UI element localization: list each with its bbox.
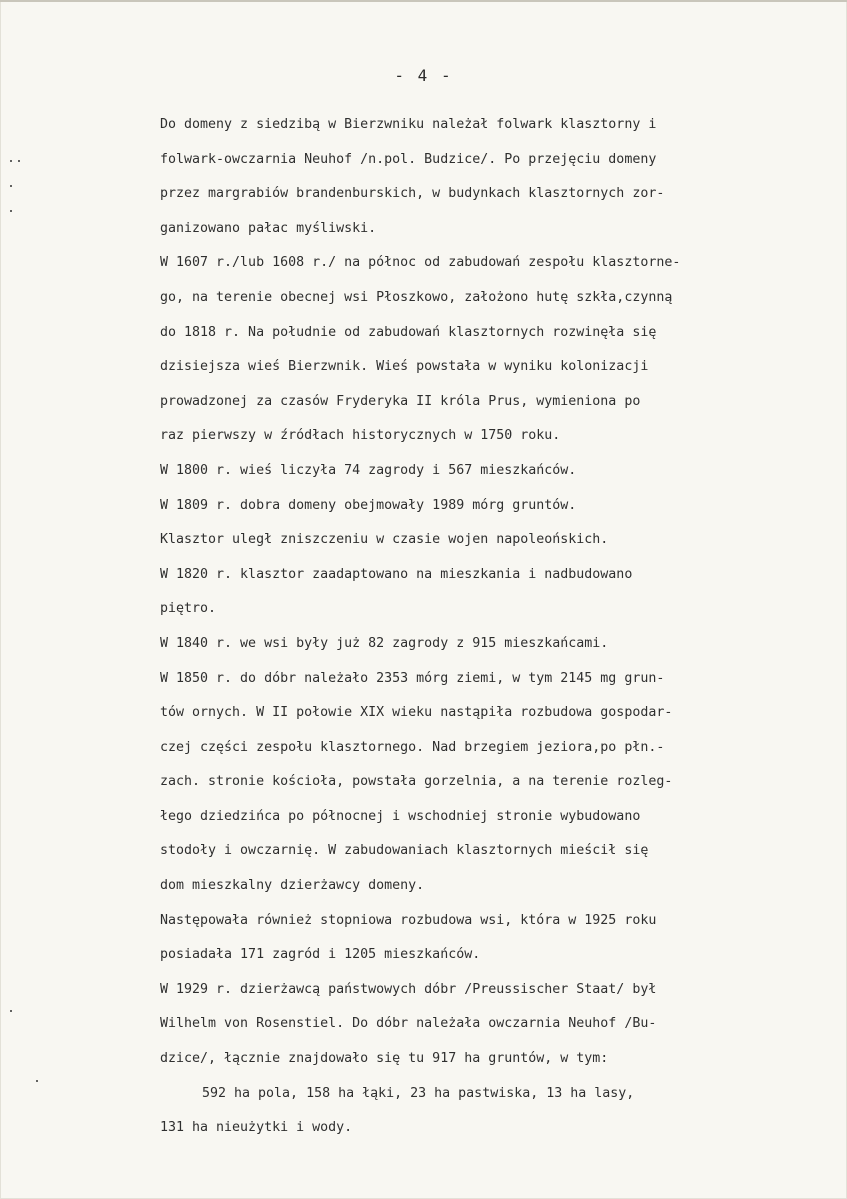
text-line: Wilhelm von Rosenstiel. Do dóbr należała owczarnia Neuhof /Bu- xyxy=(160,1016,657,1032)
text-line: W 1840 r. we wsi były już 82 zagrody z 915 mieszkańcami. xyxy=(160,635,609,651)
text-line: 592 ha pola, 158 ha łąki, 23 ha pastwiska, 13 ha lasy, xyxy=(202,1085,635,1101)
margin-dot xyxy=(10,1010,12,1012)
text-line: przez margrabiów brandenburskich, w budynkach klasztornych zor- xyxy=(160,186,665,202)
text-line: dzisiejsza wieś Bierzwnik. Wieś powstała w wyniku kolonizacji xyxy=(160,359,649,375)
text-line: W 1929 r. dzierżawcą państwowych dóbr /Preussischer Staat/ był xyxy=(160,981,657,997)
margin-dot xyxy=(10,160,12,162)
text-line: Następowała również stopniowa rozbudowa wsi, która w 1925 roku xyxy=(160,912,657,928)
text-line: posiadała 171 zagród i 1205 mieszkańców. xyxy=(160,947,481,963)
text-line: folwark-owczarnia Neuhof /n.pol. Budzice/. Po przejęciu domeny xyxy=(160,151,657,167)
margin-dot xyxy=(10,210,12,212)
text-line: zach. stronie kościoła, powstała gorzelnia, a na terenie rozleg- xyxy=(160,774,673,790)
text-line: ganizowano pałac myśliwski. xyxy=(160,220,377,236)
text-line: do 1818 r. Na południe od zabudowań klasztornych rozwinęła się xyxy=(160,324,657,340)
text-line: Klasztor uległ zniszczeniu w czasie wojen napoleońskich. xyxy=(160,532,609,548)
margin-dot xyxy=(18,160,20,162)
text-line: dzice/, łącznie znajdowało się tu 917 ha gruntów, w tym: xyxy=(160,1051,609,1067)
text-line: W 1800 r. wieś liczyła 74 zagrody i 567 mieszkańców. xyxy=(160,462,577,478)
text-line: W 1820 r. klasztor zaadaptowano na mieszkania i nadbudowano xyxy=(160,566,633,582)
margin-dot xyxy=(36,1080,38,1082)
text-line: dom mieszkalny dzierżawcy domeny. xyxy=(160,878,425,894)
page-top-edge xyxy=(0,0,847,2)
text-line: stodoły i owczarnię. W zabudowaniach klasztornych mieścił się xyxy=(160,843,649,859)
text-line: raz pierwszy w źródłach historycznych w 1750 roku. xyxy=(160,428,561,444)
text-line: czej części zespołu klasztornego. Nad brzegiem jeziora,po płn.- xyxy=(160,739,665,755)
body-text xyxy=(160,108,820,1146)
text-line: piętro. xyxy=(160,601,217,617)
text-line: łego dziedzińca po północnej i wschodniej stronie wybudowano xyxy=(160,808,641,824)
text-line: go, na terenie obecnej wsi Płoszkowo, założono hutę szkła,czynną xyxy=(160,289,673,305)
text-line: Do domeny z siedzibą w Bierzwniku należał folwark klasztorny i xyxy=(160,117,657,132)
margin-dot xyxy=(10,185,12,187)
text-line: 131 ha nieużytki i wody. xyxy=(160,1120,353,1136)
text-line: prowadzonej za czasów Fryderyka II króla Prus, wymieniona po xyxy=(160,393,641,409)
text-line: tów ornych. W II połowie XIX wieku nastąpiła rozbudowa gospodar- xyxy=(160,705,673,721)
text-line: W 1809 r. dobra domeny obejmowały 1989 mórg gruntów. xyxy=(160,497,577,513)
text-line: W 1850 r. do dóbr należało 2353 mórg ziemi, w tym 2145 mg grun- xyxy=(160,670,665,686)
page-number: - 4 - xyxy=(394,66,453,85)
text-line: W 1607 r./lub 1608 r./ na północ od zabudowań zespołu klasztorne- xyxy=(160,255,681,271)
